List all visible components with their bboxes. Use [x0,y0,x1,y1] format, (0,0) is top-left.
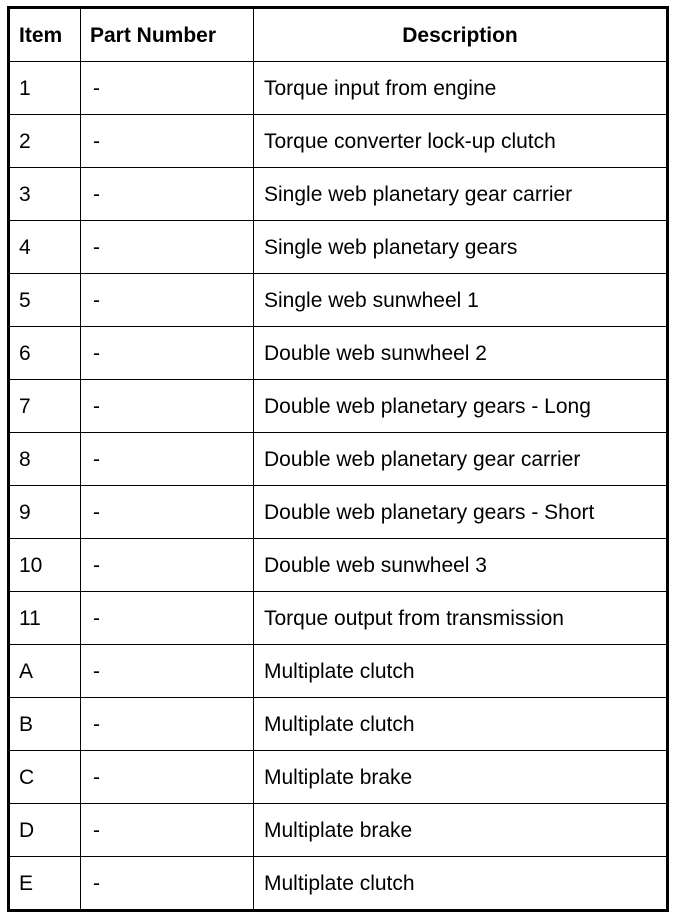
table-row [9,221,668,274]
cell-description: Multiplate clutch [254,645,668,698]
cell-item: 9 [9,486,81,539]
cell-item: C [9,751,81,804]
cell-description: Multiplate clutch [254,698,668,751]
cell-part-number: - [81,592,254,645]
cell-item: 3 [9,168,81,221]
table-row [9,486,668,539]
cell-description: Torque output from transmission [254,592,668,645]
cell-item: 5 [9,274,81,327]
cell-part-number: - [81,62,254,115]
cell-item: D [9,804,81,857]
cell-description: Multiplate brake [254,804,668,857]
parts-table [7,6,669,912]
cell-item: B [9,698,81,751]
cell-part-number: - [81,433,254,486]
table-row [9,857,668,911]
cell-item: 4 [9,221,81,274]
cell-description: Double web planetary gear carrier [254,433,668,486]
header-part-number: Part Number [81,8,254,62]
header-description: Description [254,8,668,62]
cell-part-number: - [81,380,254,433]
cell-description: Double web sunwheel 3 [254,539,668,592]
cell-part-number: - [81,804,254,857]
table-row [9,751,668,804]
cell-item: 7 [9,380,81,433]
table-row [9,804,668,857]
cell-description: Single web planetary gears [254,221,668,274]
table-row [9,645,668,698]
table-body [9,62,668,911]
cell-item: A [9,645,81,698]
cell-item: 6 [9,327,81,380]
cell-part-number: - [81,698,254,751]
table-row [9,592,668,645]
cell-description: Single web sunwheel 1 [254,274,668,327]
cell-description: Double web planetary gears - Short [254,486,668,539]
cell-part-number: - [81,274,254,327]
header-row [9,8,668,62]
table-row [9,168,668,221]
cell-item: E [9,857,81,911]
cell-part-number: - [81,645,254,698]
cell-description: Multiplate clutch [254,857,668,911]
cell-item: 11 [9,592,81,645]
cell-part-number: - [81,221,254,274]
cell-part-number: - [81,751,254,804]
cell-part-number: - [81,486,254,539]
cell-description: Double web sunwheel 2 [254,327,668,380]
table-row [9,433,668,486]
cell-part-number: - [81,115,254,168]
cell-description: Torque input from engine [254,62,668,115]
cell-part-number: - [81,168,254,221]
table-row [9,274,668,327]
table-header [9,8,668,62]
table-row [9,327,668,380]
header-item: Item [9,8,81,62]
cell-part-number: - [81,857,254,911]
table-row [9,539,668,592]
cell-description: Torque converter lock-up clutch [254,115,668,168]
cell-item: 10 [9,539,81,592]
table-row [9,62,668,115]
cell-description: Double web planetary gears - Long [254,380,668,433]
cell-item: 8 [9,433,81,486]
table-row [9,698,668,751]
cell-description: Multiplate brake [254,751,668,804]
cell-part-number: - [81,539,254,592]
cell-part-number: - [81,327,254,380]
table-row [9,380,668,433]
table-row [9,115,668,168]
cell-description: Single web planetary gear carrier [254,168,668,221]
cell-item: 1 [9,62,81,115]
cell-item: 2 [9,115,81,168]
